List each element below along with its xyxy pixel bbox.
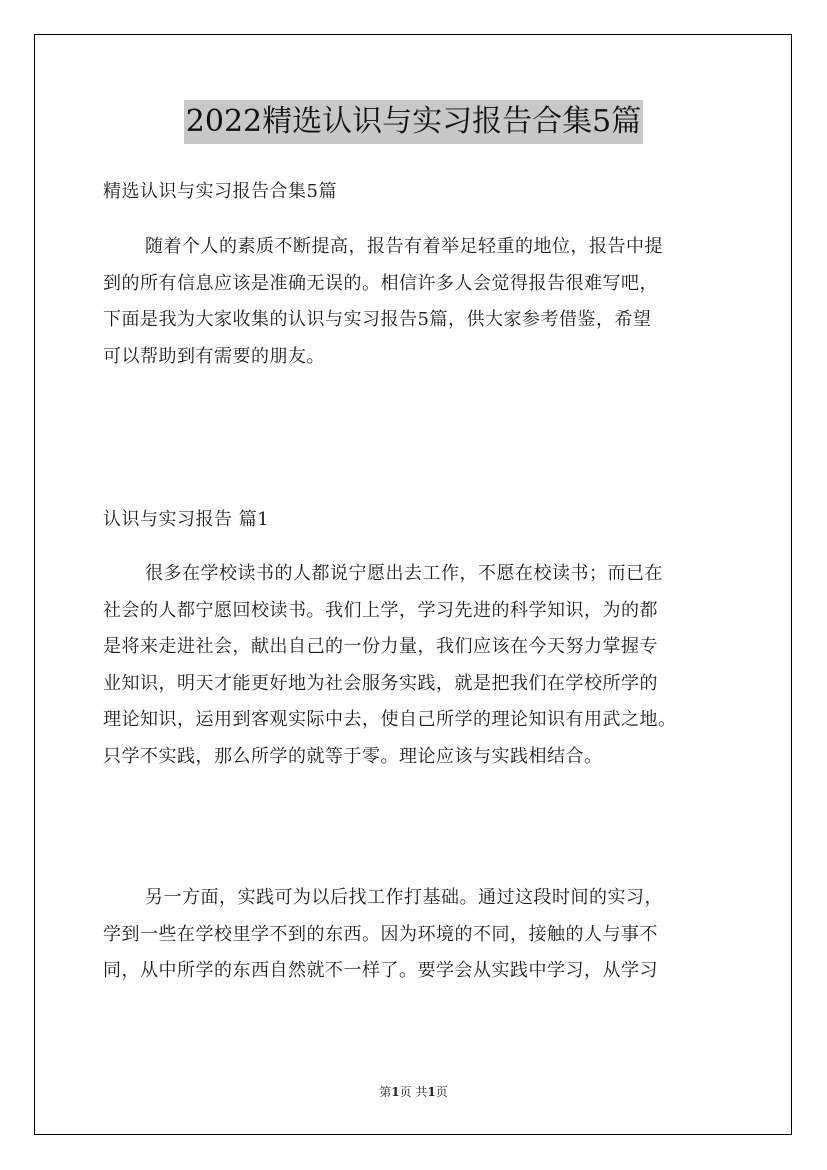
paragraph-line: 理论知识，运用到客观实际中去，使自己所学的理论知识有用武之地。 xyxy=(103,709,677,730)
paragraph-line: 学到一些在学校里学不到的东西。因为环境的不同，接触的人与事不 xyxy=(103,923,658,945)
paragraph-line: 另一方面，实践可为以后找工作打基础。通过这段时间的实习， xyxy=(145,887,663,908)
page-prefix: 第 xyxy=(379,1085,392,1099)
paragraph-line: 业知识，明天才能更好地为社会服务实践，就是把我们在学校所学的 xyxy=(103,672,658,694)
intro-line: 随着个人的素质不断提高，报告有着举足轻重的地位，报告中提 xyxy=(145,236,663,257)
document-subtitle: 精选认识与实习报告合集5篇 xyxy=(103,181,337,202)
page-total-number: 1 xyxy=(427,1085,436,1099)
intro-paragraph xyxy=(103,229,743,375)
paragraph-line: 社会的人都宁愿回校读书。我们上学，学习先进的科学知识，为的都 xyxy=(103,599,658,621)
intro-line: 可以帮助到有需要的朋友。 xyxy=(103,345,325,367)
section-heading: 认识与实习报告 篇1 xyxy=(103,509,270,530)
body-paragraph-1 xyxy=(103,556,743,775)
body-paragraph-2 xyxy=(103,880,743,990)
page-mid-text: 页 共 xyxy=(399,1085,428,1099)
paragraph-line: 同，从中所学的东西自然就不一样了。要学会从实践中学习，从学习 xyxy=(103,960,658,981)
paragraph-line: 很多在学校读书的人都说宁愿出去工作，不愿在校读书；而已在 xyxy=(145,563,663,584)
page-footer xyxy=(0,1083,827,1101)
page-current-number: 1 xyxy=(391,1085,400,1099)
intro-line: 到的所有信息应该是准确无误的。相信许多人会觉得报告很难写吧， xyxy=(103,272,658,294)
paragraph-line: 是将来走进社会，献出自己的一份力量，我们应该在今天努力掌握专 xyxy=(103,636,658,657)
intro-line: 下面是我为大家收集的认识与实习报告5篇，供大家参考借鉴，希望 xyxy=(103,309,652,330)
title-container xyxy=(0,100,827,144)
paragraph-line: 只学不实践，那么所学的就等于零。理论应该与实践相结合。 xyxy=(103,745,603,767)
page-suffix: 页 xyxy=(435,1085,448,1099)
document-title: 2022精选认识与实习报告合集5篇 xyxy=(184,100,643,144)
